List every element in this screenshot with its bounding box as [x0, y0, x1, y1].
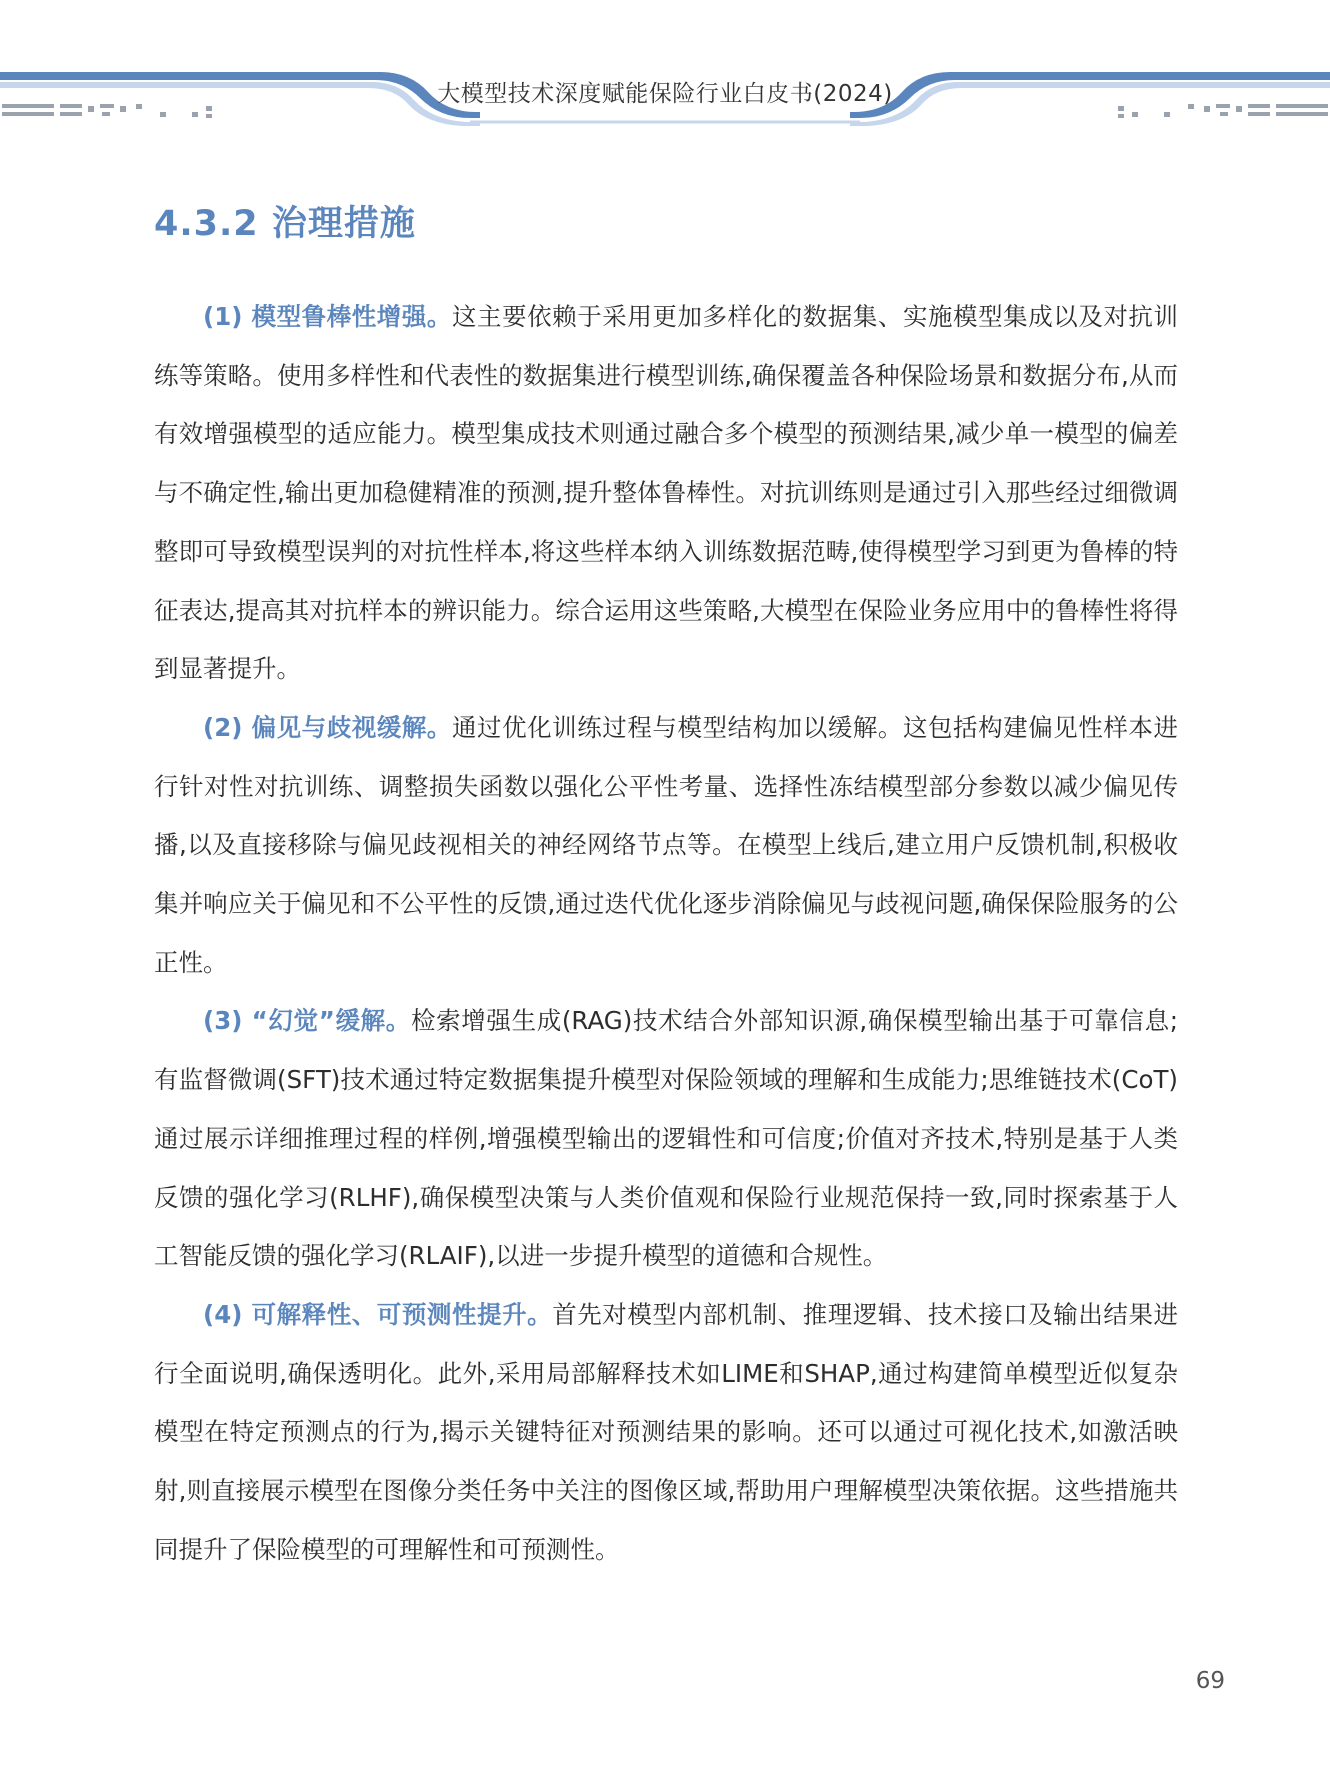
paragraph-text: 检索增强生成(RAG)技术结合外部知识源,确保模型输出基于可靠信息;有监督微调(SFT)技术通过特定数据集提升模型对保险领域的理解和生成能力;思维链技术(CoT)通过展示详细推理过程的样例,增强模型输出的逻辑性和可信度;价值对齐技术,特别是基于人类反馈的强化学习(RLHF),确保模型决策与人类价值观和保险行业规范保持一致,同时探索基于人工智能反馈的强化学习(RLAIF),以进一步提升模型的道德和合规性。 — [154, 1006, 1178, 1271]
document-title: 大模型技术深度赋能保险行业白皮书(2024) — [437, 81, 893, 107]
body-text — [154, 288, 1178, 1579]
paragraph-text: 这主要依赖于采用更加多样化的数据集、实施模型集成以及对抗训练等策略。使用多样性和代表性的数据集进行模型训练,确保覆盖各种保险场景和数据分布,从而有效增强模型的适应能力。模型集成技术则通过融合多个模型的预测结果,减少单一模型的偏差与不确定性,输出更加稳健精准的预测,提升整体鲁棒性。对抗训练则是通过引入那些经过细微调整即可导致模型误判的对抗性样本,将这些样本纳入训练数据范畴,使得模型学习到更为鲁棒的特征表达,提高其对抗样本的辨识能力。综合运用这些策略,大模型在保险业务应用中的鲁棒性将得到显著提升。 — [154, 302, 1178, 684]
paragraph-lead: (3) “幻觉”缓解。 — [203, 1006, 411, 1036]
paragraph-text: 首先对模型内部机制、推理逻辑、技术接口及输出结果进行全面说明,确保透明化。此外,采用局部解释技术如LIME和SHAP,通过构建简单模型近似复杂模型在特定预测点的行为,揭示关键特征对预测结果的影响。还可以通过可视化技术,如激活映射,则直接展示模型在图像分类任务中关注的图像区域,帮助用户理解模型决策依据。这些措施共同提升了保险模型的可理解性和可预测性。 — [154, 1299, 1178, 1564]
section-heading: 4.3.2 治理措施 — [154, 204, 416, 244]
paragraph-lead: (1) 模型鲁棒性增强。 — [203, 302, 452, 331]
paragraph-lead: (2) 偏见与歧视缓解。 — [203, 712, 452, 742]
page-header — [0, 0, 1330, 140]
header-decoration — [0, 0, 1330, 140]
paragraph-lead: (4) 可解释性、可预测性提升。 — [203, 1299, 553, 1329]
paragraph-robustness — [154, 288, 1178, 699]
paragraph-bias — [154, 699, 1178, 993]
paragraph-explainability — [154, 1286, 1178, 1580]
paragraph-hallucination — [154, 992, 1178, 1286]
page-number: 69 — [1195, 1668, 1225, 1694]
paragraph-text: 通过优化训练过程与模型结构加以缓解。这包括构建偏见性样本进行针对性对抗训练、调整损失函数以强化公平性考量、选择性冻结模型部分参数以减少偏见传播,以及直接移除与偏见歧视相关的神经网络节点等。在模型上线后,建立用户反馈机制,积极收集并响应关于偏见和不公平性的反馈,通过迭代优化逐步消除偏见与歧视问题,确保保险服务的公正性。 — [154, 712, 1178, 977]
